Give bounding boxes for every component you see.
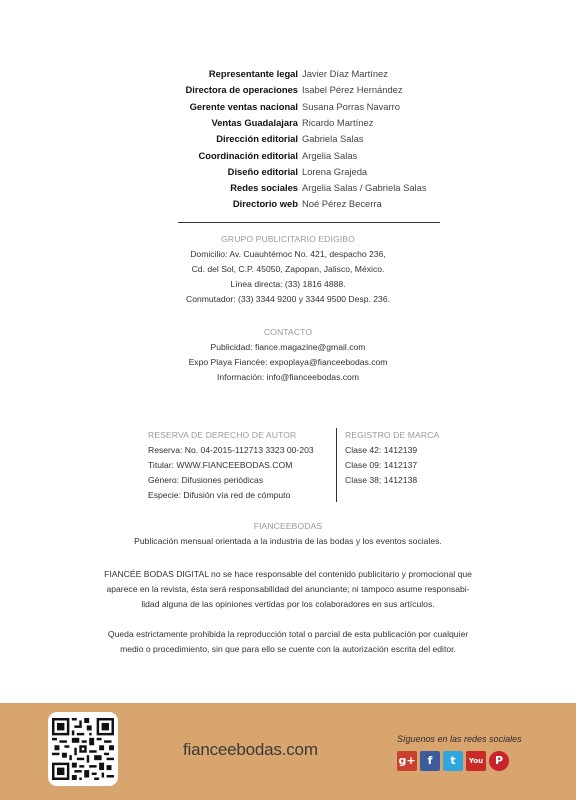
company-info [0, 232, 576, 307]
staff-role: Directora de operaciones [185, 84, 298, 96]
staff-role: Ventas Guadalajara [211, 116, 298, 128]
staff-role: Redes sociales [230, 182, 298, 194]
divider [178, 222, 440, 223]
website-link[interactable]: fianceebodas.com [183, 740, 318, 759]
legal-line: Reserva: No. 04-2015-112713 3323 00-203 [148, 445, 314, 455]
section-heading: CONTACTO [263, 327, 313, 337]
social-icons [397, 751, 512, 773]
section-heading: FIANCEEBODAS [253, 521, 323, 531]
legal-line: Género: Difusiones periódicas [148, 475, 264, 485]
staff-row [0, 196, 576, 212]
address-line: Domicilio: Av. Cuauhtémoc No. 421, despacho 236, [190, 249, 386, 259]
contact-line: Expo Playa Fiancée: expoplaya@fianceebodas.com [188, 357, 388, 367]
section-heading: RESERVA DE DERECHO DE AUTOR [148, 430, 297, 440]
contact-line: Publicidad: fiance.magazine@gmail.com [210, 342, 366, 352]
staff-name: Susana Porras Navarro [302, 100, 400, 112]
social-heading: Síguenos en las redes sociales [397, 734, 522, 744]
google-plus-icon[interactable]: g+ [397, 751, 417, 771]
qr-code[interactable] [48, 712, 118, 786]
staff-name: Noé Pérez Becerra [302, 198, 382, 210]
staff-row [0, 66, 576, 82]
column-divider [336, 428, 337, 502]
contact-line: Información: info@fianceebodas.com [216, 372, 359, 382]
staff-name: Argelia Salas [302, 149, 358, 161]
publication-description: Publicación mensual orientada a la industria de las bodas y los eventos sociales. [134, 536, 442, 546]
disclaimer-line: aparece en la revista, ésta será responsabilidad del anunciante; ni tampoco asume responsabi- [106, 584, 470, 594]
phone-line: Conmutador: (33) 3344 9200 y 3344 9500 Desp. 236. [185, 294, 390, 304]
legal-line: Especie: Difusión vía red de cómputo [148, 490, 291, 500]
section-heading: REGISTRO DE MARCA [345, 430, 440, 440]
legal-line: Clase 38; 1412138 [345, 475, 418, 485]
staff-role: Dirección editorial [216, 133, 298, 145]
staff-role: Gerente ventas nacional [189, 100, 298, 112]
disclaimer-line: FIANCÉE BODAS DIGITAL no se hace responsable del contenido publicitario y promocional que [104, 569, 472, 579]
phone-line: Línea directa: (33) 1816 4888. [230, 279, 346, 289]
staff-name: Isabel Pérez Hernández [302, 84, 403, 96]
staff-row [0, 99, 576, 115]
legal-line: Titular: WWW.FIANCEEBODAS.COM [148, 460, 293, 470]
disclaimer-paragraph [90, 567, 486, 612]
staff-row [0, 164, 576, 180]
publication-info [0, 519, 576, 549]
contact-info [0, 325, 576, 385]
staff-name: Gabriela Salas [302, 133, 364, 145]
staff-role: Diseño editorial [227, 165, 298, 177]
staff-role: Representante legal [208, 68, 298, 79]
staff-role: Directorio web [232, 198, 298, 210]
staff-row [0, 131, 576, 147]
staff-row [0, 115, 576, 131]
notice-line: Queda estrictamente prohibida la reproducción total o parcial de esta publicación por cualquier [107, 629, 469, 639]
qr-code-icon [52, 717, 114, 781]
trademark-registration [345, 428, 465, 488]
staff-row [0, 82, 576, 98]
section-heading: GRUPO PUBLICITARIO EDIGIBO [221, 234, 355, 244]
staff-row [0, 148, 576, 164]
disclaimer-line: lidad alguna de las opiniones vertidas por los colaboradores en sus artículos. [141, 599, 435, 609]
staff-name: Argelia Salas / Gabriela Salas [302, 182, 427, 194]
reproduction-notice [90, 627, 486, 657]
staff-name: Lorena Grajeda [302, 165, 368, 177]
legal-line: Clase 42: 1412139 [345, 445, 418, 455]
twitter-icon[interactable]: t [443, 751, 463, 771]
legal-line: Clase 09: 1412137 [345, 460, 418, 470]
address-line: Cd. del Sol, C.P. 45050, Zapopan, Jalisco, México. [191, 264, 385, 274]
youtube-icon[interactable]: You [466, 751, 486, 771]
pinterest-icon[interactable]: P [489, 751, 509, 771]
staff-name: Ricardo Martínez [302, 116, 374, 128]
staff-row [0, 180, 576, 196]
staff-name: Javier Díaz Martínez [302, 68, 388, 79]
copyright-reservation [148, 428, 338, 503]
facebook-icon[interactable]: f [420, 751, 440, 771]
staff-role: Coordinación editorial [198, 149, 298, 161]
notice-line: medio o procedimiento, sin que para ello se cuente con la autorización escrita del editor. [120, 644, 456, 654]
